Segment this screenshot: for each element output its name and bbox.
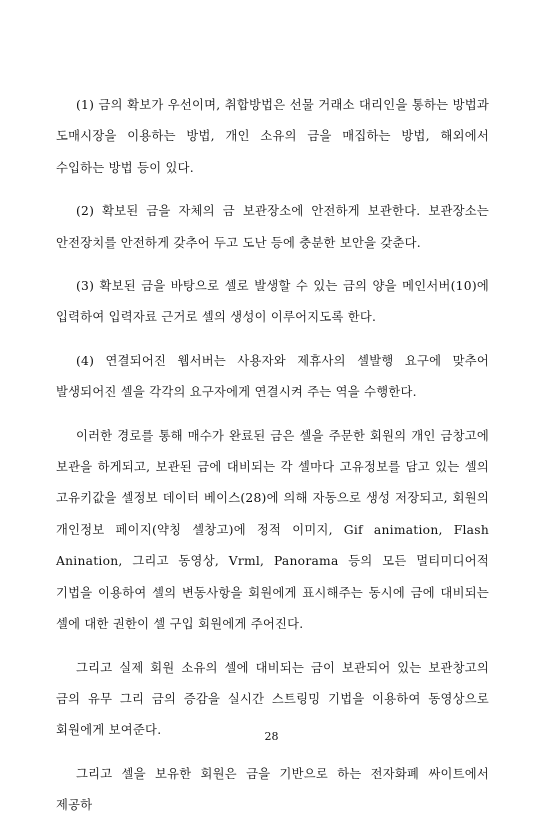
document-body [56,90,489,834]
paragraph-7: 그리고 셀을 보유한 회원은 금을 기반으로 하는 전자화폐 싸이트에서 제공하 [56,766,489,813]
paragraph-6: 그리고 실제 회원 소유의 셀에 대비되는 금이 보관되어 있는 보관창고의 금의 유무 그리 금의 증감을 실시간 스트링밍 기법을 이용하여 동영상으로 회원에게 보여준다. [56,660,489,738]
page-number: 28 [264,730,279,743]
paragraph-5: 이러한 경로를 통해 매수가 완료된 금은 셀을 주문한 회원의 개인 금창고에 보관을 하게되고, 보관된 금에 대비되는 각 셀마다 고유정보를 담고 있는 셀의 고유키값을 셀정보 데이터 베이스(28)에 의해 자동으로 생성 저장되고, 회원의 개인정보 페이지(약칭 셀창고)에 정적 이미지, Gif animation, Flash Anination, 그리고 동영상, Vrml, Panorama 등의 모든 멀티미디어적 기법을 이용하여 셀의 변동사항을 회원에게 표시해주는 동시에 금에 대비되는 셀에 대한 권한이 셀 구입 회원에게 주어진다. [56,428,489,632]
paragraph-1: (1) 금의 확보가 우선이며, 취합방법은 선물 거래소 대리인을 통하는 방법과 도매시장을 이용하는 방법, 개인 소유의 금을 매집하는 방법, 해외에서 수입하는 방법 등이 있다. [56,98,489,175]
paragraph-2: (2) 확보된 금을 자체의 금 보관장소에 안전하게 보관한다. 보관장소는 안전장치를 안전하게 갖추어 두고 도난 등에 충분한 보안을 갖춘다. [56,204,489,250]
paragraph-3: (3) 확보된 금을 바탕으로 셀로 발생할 수 있는 금의 양을 메인서버(10)에 입력하여 입력자료 근거로 셀의 생성이 이루어지도록 한다. [56,279,489,325]
paragraph-4: (4) 연결되어진 웹서버는 사용자와 제휴사의 셀발행 요구에 맞추어 발생되어진 셀을 각각의 요구자에게 연결시켜 주는 역을 수행한다. [56,353,489,400]
